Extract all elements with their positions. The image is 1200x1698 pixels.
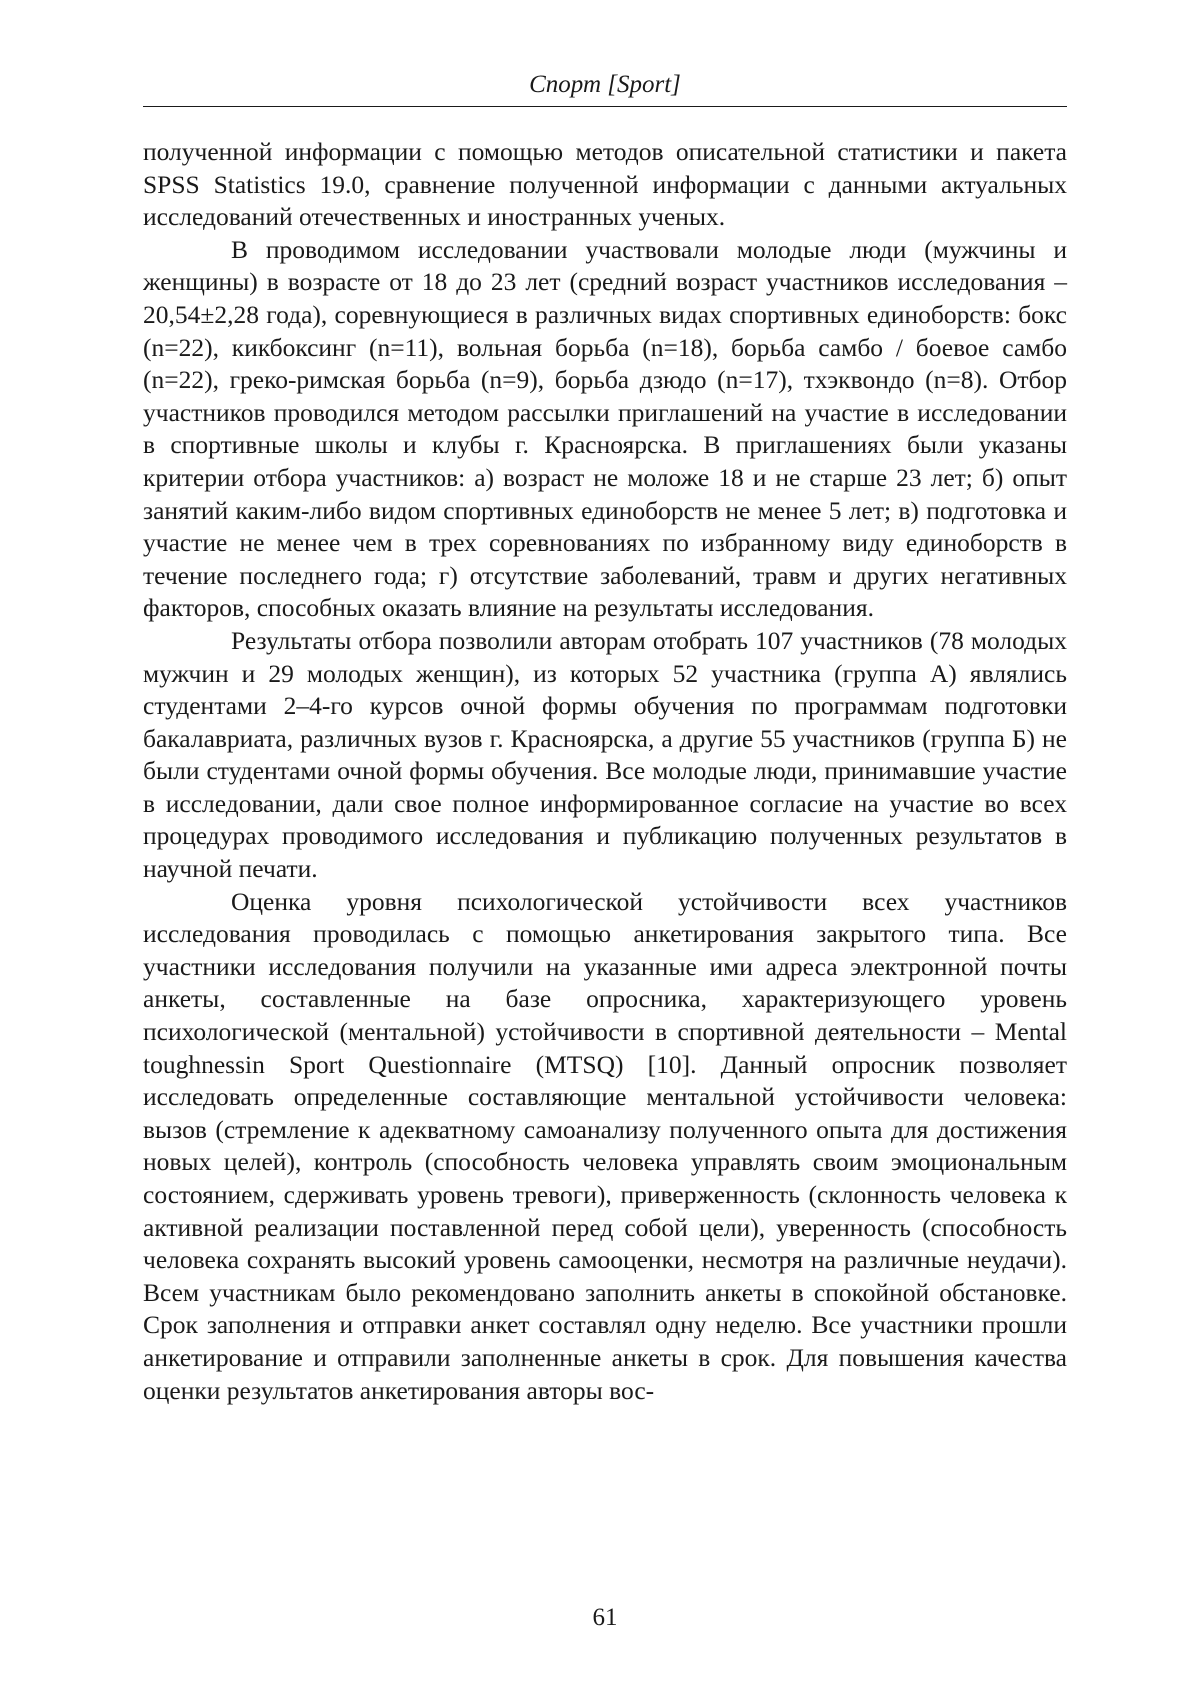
running-head: Спорт [Sport] bbox=[529, 71, 681, 98]
paragraph-assessment: Оценка уровня психологической устойчивости всех участников исследования проводилась с помощью анкетирования закрытого типа. Все участники исследования получили на указанные ими адреса электронной почты анкеты, составленные на базе опросника, характеризующего уровень психологической (ментальной) устойчивости в спортивной деятельности – Mental toughnessin Sport Questionnaire (MTSQ) [10]. Данный опросник позволяет исследовать определенные составляющие ментальной устойчивости человека: вызов (стремление к адекватному самоанализу полученного опыта для достижения новых целей), контроль (способность человека управлять своим эмоциональным состоянием, сдерживать уровень тревоги), приверженность (склонность человека к активной реализации поставленной перед собой цели), уверенность (способность человека сохранять высокий уровень самооценки, несмотря на различные неудачи). Всем участникам было рекомендовано заполнить анкеты в спокойной обстановке. Срок заполнения и отправки анкет составлял одну неделю. Все участники прошли анкетирование и отправили заполненные анкеты в срок. Для повышения качества оценки результатов анкетирования авторы вос- bbox=[143, 886, 1067, 1405]
body-text bbox=[143, 136, 1067, 1407]
page-number: 61 bbox=[592, 1604, 618, 1631]
header-rule bbox=[143, 106, 1067, 107]
paragraph-participants: В проводимом исследовании участвовали молодые люди (мужчины и женщины) в возрасте от 18 до 23 лет (средний возраст участников исследования – 20,54±2,28 года), соревнующиеся в различных видах спортивных единоборств: бокс (n=22), кикбоксинг (n=11), вольная борьба (n=18), борьба самбо / боевое самбо (n=22), греко-римская борьба (n=9), борьба дзюдо (n=17), тхэквондо (n=8). Отбор участников проводился методом рассылки приглашений на участие в исследовании в спортивные школы и клубы г. Красноярска. В приглашениях были указаны критерии отбора участников: а) возраст не моложе 18 и не старше 23 лет; б) опыт занятий каким-либо видом спортивных единоборств не менее 5 лет; в) подготовка и участие не менее чем в трех соревнованиях по избранному виду единоборств в течение последнего года; г) отсутствие заболеваний, травм и других негативных факторов, способных оказать влияние на результаты исследования. bbox=[143, 234, 1067, 623]
paragraph-selection-results: Результаты отбора позволили авторам отобрать 107 участников (78 молодых мужчин и 29 молодых женщин), из которых 52 участника (группа А) являлись студентами 2–4-го курсов очной формы обучения по программам подготовки бакалавриата, различных вузов г. Красноярска, а другие 55 участников (группа Б) не были студентами очной формы обучения. Все молодые люди, принимавшие участие в исследовании, дали свое полное информированное согласие на участие во всех процедурах проводимого исследования и публикацию полученных результатов в научной печати. bbox=[143, 625, 1067, 884]
paragraph-continuation: полученной информации с помощью методов описательной статистики и пакета SPSS Statistics 19.0, сравнение полученной информации с данными актуальных исследований отечественных и иностранных ученых. bbox=[143, 137, 1067, 232]
